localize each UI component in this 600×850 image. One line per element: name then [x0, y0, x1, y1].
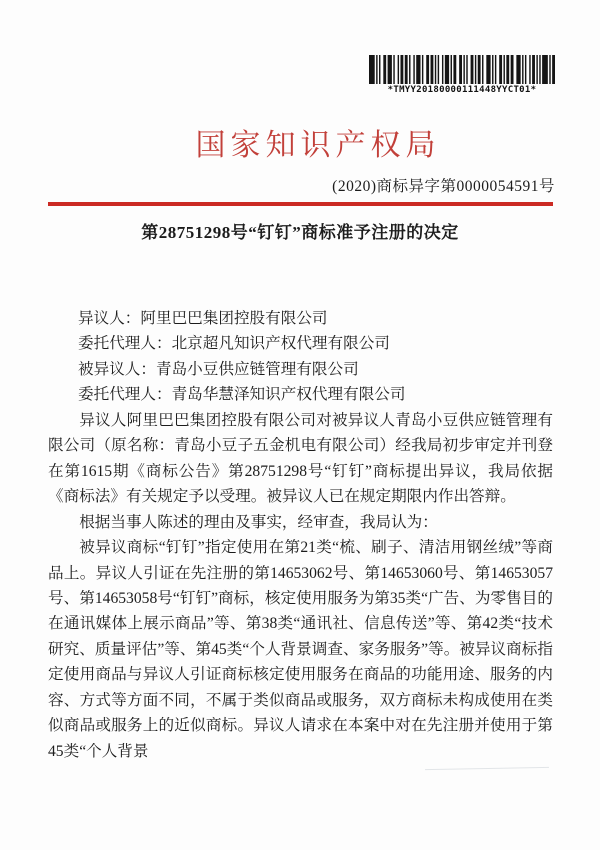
party-row [48, 331, 553, 356]
party-label: 被异议人： [78, 360, 156, 378]
party-value: 阿里巴巴集团控股有限公司 [140, 310, 328, 327]
party-value: 北京超凡知识产权代理有限公司 [171, 335, 390, 353]
party-row [48, 357, 553, 382]
decision-title: 第28751298号“钉钉”商标准予注册的决定 [141, 223, 459, 242]
body-paragraph: 异议人阿里巴巴集团控股有限公司对被异议人青岛小豆供应链管理有限公司（原名称：青岛小豆子五金机电有限公司）经我局初步审定并刊登在第1615期《商标公告》第28751298号“钉钉”商标提出异议，我局依据《商标法》有关规定予以受理。被异议人已在规定期限内作出答辩。 [48, 411, 553, 506]
document-body [48, 306, 553, 764]
party-row [48, 382, 553, 407]
party-label: 委托代理人： [78, 386, 172, 404]
red-divider-rule [48, 202, 553, 206]
body-paragraph: 被异议商标“钉钉”指定使用在第21类“梳、刷子、清洁用钢丝绒”等商品上。异议人引证在先注册的第14653062号、第14653060号、第14653057号、第14653058号“钉钉”商标，核定使用服务为第35类“广告、为零售目的在通讯媒体上展示商品”等、第38类“通讯社、信息传送”等、第42类“技术研究、质量评估”等、第45类“个人背景调查、家务服务”等。被异议商标指定使用商品与异议人引证商标核定使用服务在商品的功能用途、服务的内容、方式等方面不同，不属于类似商品或服务，双方商标未构成使用在类似商品或服务上的近似商标。异议人请求在本案中对在先注册并使用于第45类“个人背景 [48, 539, 553, 760]
doc-number: (2020)商标异字第0000054591号 [332, 178, 555, 195]
scan-artifact-line [425, 767, 549, 770]
party-value: 青岛华慧泽知识产权代理有限公司 [171, 386, 406, 404]
barcode-block [366, 55, 558, 95]
party-label: 委托代理人： [78, 335, 172, 353]
party-label: 异议人： [78, 310, 141, 327]
barcode-icon [369, 55, 555, 84]
barcode-label: *TMYY20180000111448YYCT01* [387, 85, 537, 95]
party-row [48, 306, 553, 331]
agency-title: 国家知识产权局 [195, 129, 441, 162]
party-value: 青岛小豆供应链管理有限公司 [155, 360, 359, 378]
body-paragraph: 根据当事人陈述的理由及事实，经审查，我局认为： [79, 513, 438, 531]
